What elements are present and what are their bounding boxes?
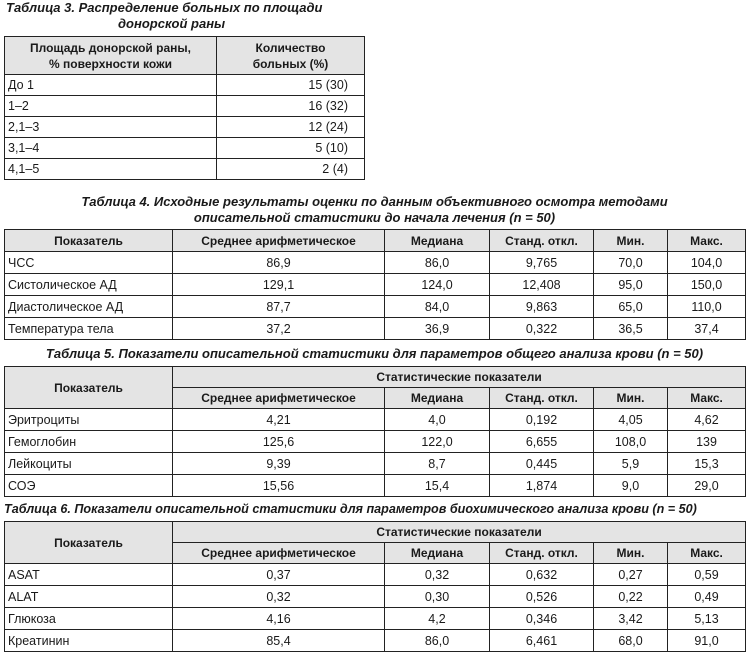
table4-cell-median: 86,0 <box>385 252 490 274</box>
table4-caption-line1: Таблица 4. Исходные результаты оценки по данным объективного осмотра методами <box>81 194 668 209</box>
table4-header-sd: Станд. откл. <box>490 230 594 252</box>
table4-cell-sd: 12,408 <box>490 274 594 296</box>
table6-cell-indicator: Глюкоза <box>5 608 173 630</box>
table4-header-min: Мин. <box>594 230 668 252</box>
table5-cell-sd: 1,874 <box>490 475 594 497</box>
table5-cell-indicator: СОЭ <box>5 475 173 497</box>
table5-cell-mean: 125,6 <box>173 431 385 453</box>
table6-group-header: Статистические показатели <box>173 522 746 543</box>
table6-cell-mean: 4,16 <box>173 608 385 630</box>
table4-header-indicator: Показатель <box>5 230 173 252</box>
table5-cell-mean: 15,56 <box>173 475 385 497</box>
table-row <box>5 630 746 652</box>
table5-group-header-row <box>5 367 746 388</box>
table4-cell-mean: 87,7 <box>173 296 385 318</box>
table3-header-area: Площадь донорской раны, % поверхности кожи <box>5 37 217 75</box>
table5-caption: Таблица 5. Показатели описательной статистики для параметров общего анализа крови (n = 50) <box>45 346 704 361</box>
table5-header-mean: Среднее арифметическое <box>173 388 385 409</box>
table6-cell-max: 5,13 <box>668 608 746 630</box>
table6-header-max: Макс. <box>668 543 746 564</box>
table6-header-median: Медиана <box>385 543 490 564</box>
table6-cell-sd: 0,526 <box>490 586 594 608</box>
table5-cell-median: 4,0 <box>385 409 490 431</box>
table4-cell-min: 70,0 <box>594 252 668 274</box>
table4-cell-median: 84,0 <box>385 296 490 318</box>
table3-cell-area: До 1 <box>5 75 217 96</box>
table-row <box>5 138 365 159</box>
table5-cell-sd: 0,445 <box>490 453 594 475</box>
table3-cell-count: 5 (10) <box>217 138 365 159</box>
table4-cell-sd: 0,322 <box>490 318 594 340</box>
table6-cell-max: 91,0 <box>668 630 746 652</box>
table6-header-mean: Среднее арифметическое <box>173 543 385 564</box>
table4-header-max: Макс. <box>668 230 746 252</box>
table6-cell-max: 0,59 <box>668 564 746 586</box>
table5-group-header: Статистические показатели <box>173 367 746 388</box>
table5-cell-median: 122,0 <box>385 431 490 453</box>
table4 <box>4 229 746 340</box>
table5-header-min: Мин. <box>594 388 668 409</box>
table3-cell-area: 4,1–5 <box>5 159 217 180</box>
table-row <box>5 117 365 138</box>
table4-cell-min: 36,5 <box>594 318 668 340</box>
table3-cell-count: 12 (24) <box>217 117 365 138</box>
table6-group-header-row <box>5 522 746 543</box>
table4-caption-line2: описательной статистики до начала лечения (n = 50) <box>193 210 556 225</box>
table3-cell-area: 1–2 <box>5 96 217 117</box>
table6-cell-min: 0,27 <box>594 564 668 586</box>
table5-header-median: Медиана <box>385 388 490 409</box>
table3-cell-area: 2,1–3 <box>5 117 217 138</box>
table5 <box>4 366 746 497</box>
table3 <box>4 36 365 180</box>
table4-cell-mean: 129,1 <box>173 274 385 296</box>
table6-cell-indicator: ASAT <box>5 564 173 586</box>
table6-cell-median: 4,2 <box>385 608 490 630</box>
table5-header-sd: Станд. откл. <box>490 388 594 409</box>
table4-cell-min: 65,0 <box>594 296 668 318</box>
table5-cell-indicator: Эритроциты <box>5 409 173 431</box>
table-row <box>5 586 746 608</box>
table5-cell-sd: 6,655 <box>490 431 594 453</box>
table5-header-max: Макс. <box>668 388 746 409</box>
table5-cell-max: 29,0 <box>668 475 746 497</box>
table6-cell-mean: 0,32 <box>173 586 385 608</box>
table5-cell-sd: 0,192 <box>490 409 594 431</box>
table4-cell-max: 150,0 <box>668 274 746 296</box>
table-row <box>5 75 365 96</box>
table6-cell-sd: 0,632 <box>490 564 594 586</box>
table3-header-count: Количество больных (%) <box>217 37 365 75</box>
table3-cell-count: 16 (32) <box>217 96 365 117</box>
table6-cell-sd: 6,461 <box>490 630 594 652</box>
table6-header-min: Мин. <box>594 543 668 564</box>
table4-cell-mean: 86,9 <box>173 252 385 274</box>
table5-cell-max: 15,3 <box>668 453 746 475</box>
table6-cell-mean: 0,37 <box>173 564 385 586</box>
table4-cell-max: 110,0 <box>668 296 746 318</box>
table5-cell-indicator: Лейкоциты <box>5 453 173 475</box>
table4-cell-indicator: Температура тела <box>5 318 173 340</box>
table4-cell-indicator: ЧСС <box>5 252 173 274</box>
table4-cell-median: 124,0 <box>385 274 490 296</box>
table-row <box>5 274 746 296</box>
table5-cell-min: 5,9 <box>594 453 668 475</box>
table-row <box>5 431 746 453</box>
table-row <box>5 318 746 340</box>
table3-cell-count: 15 (30) <box>217 75 365 96</box>
table6-cell-sd: 0,346 <box>490 608 594 630</box>
table6-cell-mean: 85,4 <box>173 630 385 652</box>
table5-cell-median: 15,4 <box>385 475 490 497</box>
table4-cell-indicator: Систолическое АД <box>5 274 173 296</box>
table-row <box>5 564 746 586</box>
table-row <box>5 475 746 497</box>
table6-cell-median: 0,30 <box>385 586 490 608</box>
table4-cell-indicator: Диастолическое АД <box>5 296 173 318</box>
table5-cell-mean: 9,39 <box>173 453 385 475</box>
table6-header-sd: Станд. откл. <box>490 543 594 564</box>
table3-cell-count: 2 (4) <box>217 159 365 180</box>
table6-header-indicator: Показатель <box>5 522 173 564</box>
table4-cell-min: 95,0 <box>594 274 668 296</box>
table4-caption <box>0 194 749 226</box>
table3-cell-area: 3,1–4 <box>5 138 217 159</box>
table6-cell-max: 0,49 <box>668 586 746 608</box>
table3-caption <box>6 0 366 32</box>
table-row <box>5 608 746 630</box>
table4-cell-max: 37,4 <box>668 318 746 340</box>
table5-cell-max: 4,62 <box>668 409 746 431</box>
table5-cell-median: 8,7 <box>385 453 490 475</box>
table4-cell-sd: 9,765 <box>490 252 594 274</box>
table6-caption: Таблица 6. Показатели описательной статистики для параметров биохимического анализа крови (n = 50) <box>4 502 697 516</box>
table-row <box>5 453 746 475</box>
table6-cell-min: 3,42 <box>594 608 668 630</box>
table5-cell-min: 108,0 <box>594 431 668 453</box>
table4-cell-max: 104,0 <box>668 252 746 274</box>
table6-cell-median: 86,0 <box>385 630 490 652</box>
table3-header-row <box>5 37 365 75</box>
table6-cell-indicator: Креатинин <box>5 630 173 652</box>
table6-cell-median: 0,32 <box>385 564 490 586</box>
table5-cell-mean: 4,21 <box>173 409 385 431</box>
table3-caption-line2: донорской раны <box>118 16 226 31</box>
table-row <box>5 252 746 274</box>
table4-cell-mean: 37,2 <box>173 318 385 340</box>
table-row <box>5 96 365 117</box>
table6-cell-indicator: ALAT <box>5 586 173 608</box>
table-row <box>5 409 746 431</box>
table-row <box>5 159 365 180</box>
table6 <box>4 521 746 652</box>
table6-cell-min: 0,22 <box>594 586 668 608</box>
table5-cell-min: 9,0 <box>594 475 668 497</box>
table4-cell-sd: 9,863 <box>490 296 594 318</box>
table4-header-median: Медиана <box>385 230 490 252</box>
table3-caption-line1: Таблица 3. Распределение больных по площади <box>6 0 323 15</box>
table4-header-mean: Среднее арифметическое <box>173 230 385 252</box>
table5-header-indicator: Показатель <box>5 367 173 409</box>
table5-cell-max: 139 <box>668 431 746 453</box>
table4-cell-median: 36,9 <box>385 318 490 340</box>
table5-cell-indicator: Гемоглобин <box>5 431 173 453</box>
table5-cell-min: 4,05 <box>594 409 668 431</box>
table4-header-row <box>5 230 746 252</box>
table6-cell-min: 68,0 <box>594 630 668 652</box>
table-row <box>5 296 746 318</box>
